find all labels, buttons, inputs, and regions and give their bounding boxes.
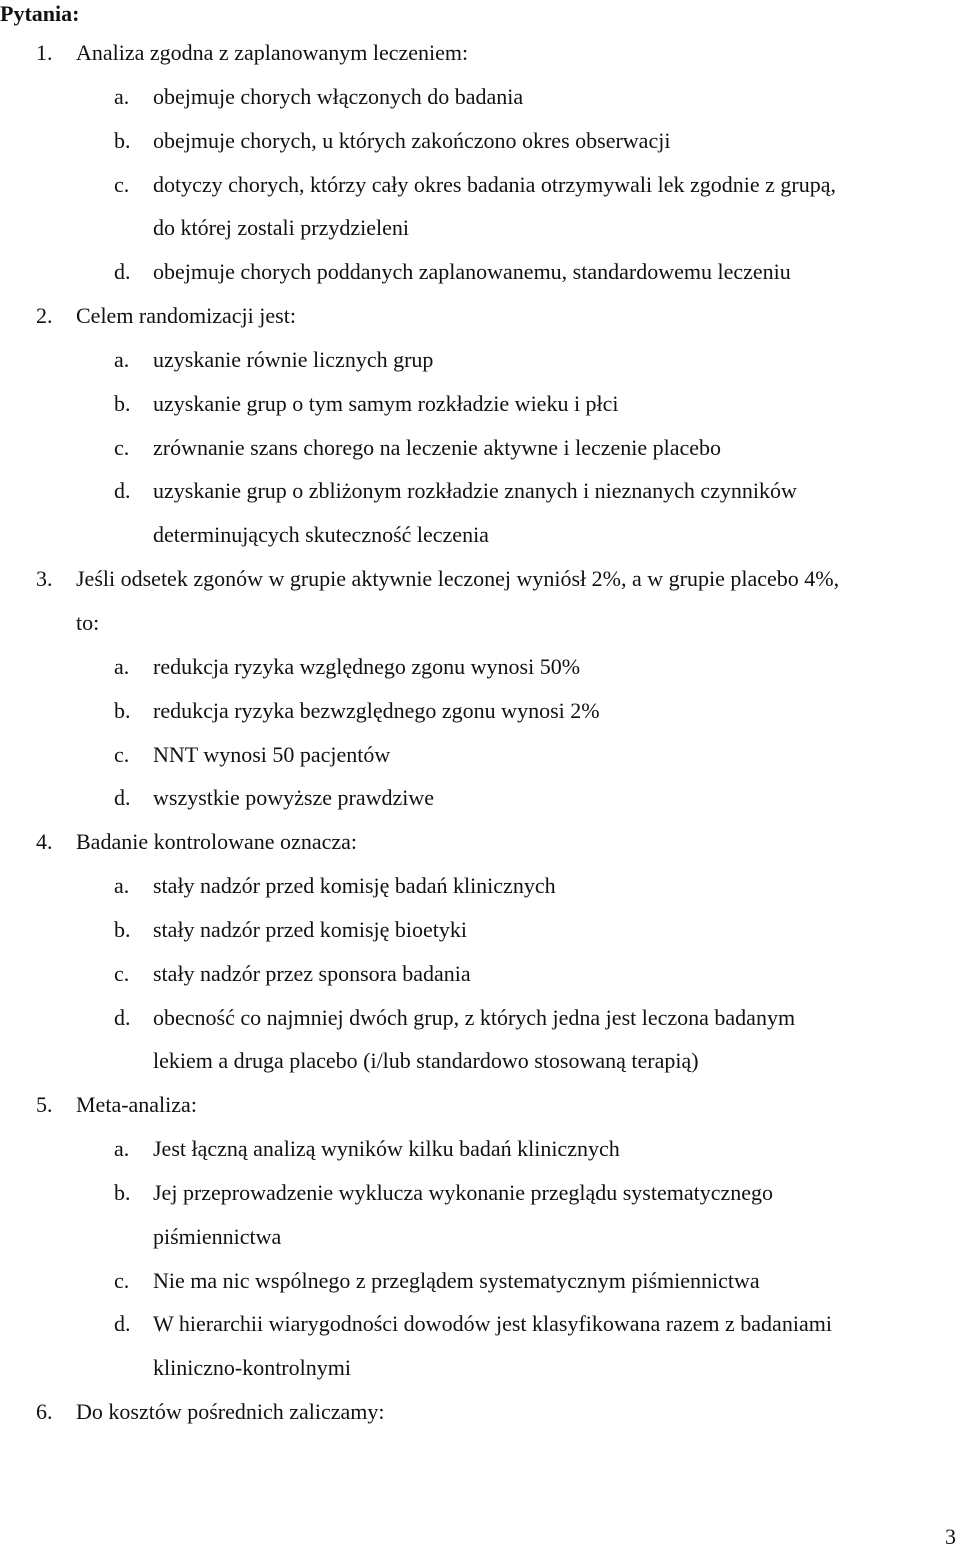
question-text: Do kosztów pośrednich zaliczamy: bbox=[76, 1399, 385, 1425]
answer-option-line bbox=[0, 250, 960, 294]
answer-option-text: W hierarchii wiarygodności dowodów jest klasyfikowana razem z badaniami bbox=[153, 1311, 832, 1337]
page-heading: Pytania: bbox=[0, 1, 80, 26]
answer-option bbox=[0, 908, 960, 952]
answer-option-line bbox=[0, 1215, 960, 1259]
answer-option-letter: b. bbox=[114, 390, 131, 416]
question-text: Analiza zgodna z zaplanowanym leczeniem: bbox=[76, 40, 469, 65]
answer-option-line bbox=[0, 864, 960, 908]
answer-option bbox=[0, 338, 960, 382]
answer-option-line bbox=[0, 1039, 960, 1083]
question-line bbox=[0, 294, 960, 338]
question-number: 1. bbox=[36, 40, 53, 65]
answer-option-line bbox=[0, 469, 960, 513]
question-number: 2. bbox=[36, 303, 53, 329]
answer-option-line bbox=[0, 1346, 960, 1390]
answer-option-text: uzyskanie grup o tym samym rozkładzie wieku i płci bbox=[153, 390, 619, 416]
answer-option-text: stały nadzór przez sponsora badania bbox=[153, 960, 471, 986]
answer-option-letter: a. bbox=[114, 83, 130, 109]
answer-option-line bbox=[0, 733, 960, 777]
question-1 bbox=[0, 31, 960, 294]
answer-option bbox=[0, 776, 960, 820]
page-number: 3 bbox=[945, 1524, 956, 1549]
answer-option-letter: d. bbox=[114, 1004, 131, 1030]
answer-option-text: redukcja ryzyka bezwzględnego zgonu wynosi 2% bbox=[153, 697, 600, 723]
question-number: 5. bbox=[36, 1092, 53, 1118]
answer-option-letter: d. bbox=[114, 785, 131, 811]
answer-option-text: lekiem a druga placebo (i/lub standardowo stosowaną terapią) bbox=[153, 1048, 699, 1074]
answer-option bbox=[0, 645, 960, 689]
answer-option-line bbox=[0, 75, 960, 119]
answer-option bbox=[0, 689, 960, 733]
answer-option-letter: b. bbox=[114, 127, 131, 153]
answer-option-line bbox=[0, 513, 960, 557]
question-line bbox=[0, 1390, 960, 1434]
answer-option-line bbox=[0, 119, 960, 163]
answer-option-letter: a. bbox=[114, 346, 130, 372]
answer-option-letter: d. bbox=[114, 1311, 131, 1337]
answer-option-line bbox=[0, 645, 960, 689]
answer-option-letter: c. bbox=[114, 1267, 130, 1293]
answer-option-line bbox=[0, 952, 960, 996]
question-line bbox=[0, 601, 960, 645]
answer-option bbox=[0, 382, 960, 426]
answer-option bbox=[0, 163, 960, 251]
answer-option-line bbox=[0, 163, 960, 207]
answer-option-line bbox=[0, 1259, 960, 1303]
answer-option-letter: c. bbox=[114, 960, 130, 986]
answer-option-letter: c. bbox=[114, 741, 130, 767]
answer-option bbox=[0, 996, 960, 1084]
answer-option bbox=[0, 1171, 960, 1259]
question-number: 3. bbox=[36, 566, 53, 592]
answer-option-text: stały nadzór przed komisję bioetyki bbox=[153, 916, 468, 942]
answer-option-line bbox=[0, 908, 960, 952]
answer-option-text: Jej przeprowadzenie wyklucza wykonanie przeglądu systematycznego bbox=[153, 1179, 774, 1205]
answer-option-text: kliniczno-kontrolnymi bbox=[153, 1355, 351, 1381]
answer-option bbox=[0, 426, 960, 470]
answer-option-letter: a. bbox=[114, 873, 130, 899]
answer-option bbox=[0, 1302, 960, 1390]
answer-option-text: obejmuje chorych, u których zakończono okres obserwacji bbox=[153, 127, 671, 153]
answer-option-text: redukcja ryzyka względnego zgonu wynosi 50% bbox=[153, 653, 581, 679]
answer-option-letter: d. bbox=[114, 478, 131, 504]
answer-option-line bbox=[0, 206, 960, 250]
answer-option bbox=[0, 75, 960, 119]
question-number: 6. bbox=[36, 1399, 53, 1425]
answer-option-letter: a. bbox=[114, 653, 130, 679]
question-line bbox=[0, 31, 960, 75]
question-number: 4. bbox=[36, 829, 53, 855]
answer-option-text: Jest łączną analizą wyników kilku badań klinicznych bbox=[153, 1136, 620, 1162]
answer-option-text: stały nadzór przed komisję badań klinicznych bbox=[153, 873, 556, 899]
answer-option bbox=[0, 469, 960, 557]
answer-option bbox=[0, 952, 960, 996]
question-text: to: bbox=[76, 609, 100, 635]
answer-option-letter: c. bbox=[114, 171, 130, 197]
question-line bbox=[0, 557, 960, 601]
answer-option-letter: d. bbox=[114, 259, 131, 285]
answer-option-letter: a. bbox=[114, 1136, 130, 1162]
answer-option bbox=[0, 250, 960, 294]
answer-option-text: NNT wynosi 50 pacjentów bbox=[153, 741, 391, 767]
question-4 bbox=[0, 820, 960, 1083]
question-line bbox=[0, 1083, 960, 1127]
answer-option-text: uzyskanie grup o zbliżonym rozkładzie znanych i nieznanych czynników bbox=[153, 478, 797, 504]
question-text: Badanie kontrolowane oznacza: bbox=[76, 829, 357, 855]
answer-option-letter: b. bbox=[114, 1179, 131, 1205]
answer-option-line bbox=[0, 338, 960, 382]
answer-option-line bbox=[0, 689, 960, 733]
answer-option bbox=[0, 1127, 960, 1171]
question-3 bbox=[0, 557, 960, 820]
question-list bbox=[0, 31, 960, 1434]
answer-option-letter: b. bbox=[114, 916, 131, 942]
answer-option-line bbox=[0, 776, 960, 820]
answer-option-text: obejmuje chorych włączonych do badania bbox=[153, 83, 524, 109]
answer-option bbox=[0, 733, 960, 777]
answer-option-text: uzyskanie równie licznych grup bbox=[153, 346, 434, 372]
answer-option-text: obejmuje chorych poddanych zaplanowanemu, standardowemu leczeniu bbox=[153, 259, 791, 285]
answer-option-letter: c. bbox=[114, 434, 130, 460]
answer-option bbox=[0, 119, 960, 163]
question-5 bbox=[0, 1083, 960, 1390]
question-text: Celem randomizacji jest: bbox=[76, 303, 296, 329]
question-2 bbox=[0, 294, 960, 557]
answer-option-text: dotyczy chorych, którzy cały okres badania otrzymywali lek zgodnie z grupą, bbox=[153, 171, 836, 197]
answer-option-text: do której zostali przydzieleni bbox=[153, 215, 409, 241]
answer-option-text: Nie ma nic wspólnego z przeglądem systematycznym piśmiennictwa bbox=[153, 1267, 760, 1293]
question-text: Meta-analiza: bbox=[76, 1092, 197, 1118]
answer-option-text: obecność co najmniej dwóch grup, z których jedna jest leczona badanym bbox=[153, 1004, 796, 1030]
answer-option-line bbox=[0, 1171, 960, 1215]
answer-option-line bbox=[0, 426, 960, 470]
question-text: Jeśli odsetek zgonów w grupie aktywnie leczonej wyniósł 2%, a w grupie placebo 4%, bbox=[76, 566, 840, 592]
answer-option-text: zrównanie szans chorego na leczenie aktywne i leczenie placebo bbox=[153, 434, 722, 460]
answer-option-text: piśmiennictwa bbox=[153, 1223, 282, 1249]
answer-option-letter: b. bbox=[114, 697, 131, 723]
answer-option bbox=[0, 1259, 960, 1303]
answer-option-line bbox=[0, 382, 960, 426]
answer-option bbox=[0, 864, 960, 908]
answer-option-line bbox=[0, 996, 960, 1040]
question-line bbox=[0, 820, 960, 864]
answer-option-line bbox=[0, 1302, 960, 1346]
answer-option-text: determinujących skuteczność leczenia bbox=[153, 522, 489, 548]
answer-option-line bbox=[0, 1127, 960, 1171]
question-6 bbox=[0, 1390, 960, 1434]
answer-option-text: wszystkie powyższe prawdziwe bbox=[153, 785, 435, 811]
